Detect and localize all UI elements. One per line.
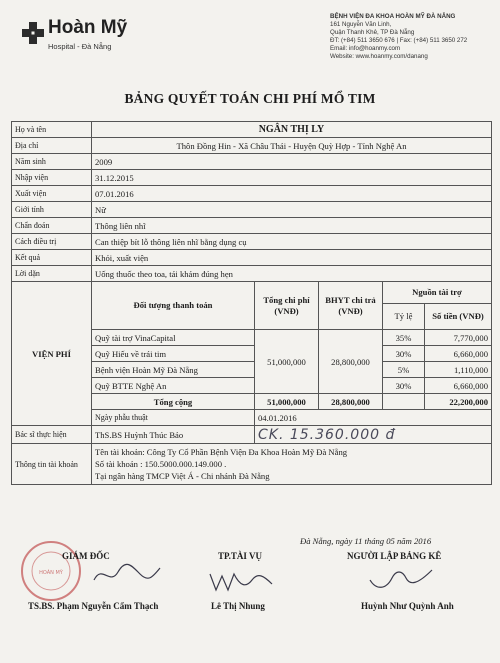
preparer-signature-icon — [366, 564, 436, 592]
patient-address: Thôn Đồng Hin - Xã Châu Thái - Huyện Quỳ Hợp - Tỉnh Nghệ An — [92, 138, 492, 154]
hospital-address-line: 161 Nguyễn Văn Linh, — [330, 21, 392, 28]
col-payer-header: Đối tượng thanh toán — [92, 282, 255, 330]
hospital-seal-stamp-icon — [20, 540, 82, 602]
finance-name: Lê Thị Nhung — [211, 601, 265, 611]
bank-account-name: Tên tài khoản: Công Ty Cổ Phần Bệnh Viện Đa Khoa Hoàn Mỹ Đà Nẵng — [95, 447, 348, 457]
svg-text:HOÀN MỸ: HOÀN MỸ — [39, 570, 63, 576]
advice: Uống thuốc theo toa, tái khám đúng hẹn — [92, 266, 492, 282]
table-row — [12, 266, 492, 282]
col-amount-header: Số tiền (VNĐ) — [425, 304, 492, 330]
table-row — [12, 138, 492, 154]
payer-name: Quỹ BTTE Nghệ An — [92, 378, 255, 394]
table-row — [12, 282, 492, 304]
result: Khỏi, xuất viện — [92, 250, 492, 266]
col-sources-header: Nguồn tài trợ — [383, 282, 492, 304]
table-row — [12, 154, 492, 170]
name-label: Họ và tên — [12, 122, 92, 138]
address-label: Địa chỉ — [12, 138, 92, 154]
result-label: Kết quả — [12, 250, 92, 266]
col-rate-header: Tỷ lệ — [383, 304, 425, 330]
hospital-info — [330, 13, 467, 61]
funding-amount: 7,770,000 — [425, 330, 492, 346]
settlement-table — [11, 121, 492, 485]
director-signature-icon — [92, 560, 162, 588]
hospital-phone-line: ĐT: (+84) 511 3650 676 | Fax: (+84) 511 3650 272 — [330, 37, 468, 44]
payer-name: Quỹ tài trợ VinaCapital — [92, 330, 255, 346]
funding-amount: 6,660,000 — [425, 378, 492, 394]
sum-funding-amount: 22,200,000 — [425, 394, 492, 410]
insurance-paid: 28,800,000 — [319, 330, 383, 394]
surgery-date: 04.01.2016 — [255, 410, 492, 426]
birth-label: Năm sinh — [12, 154, 92, 170]
patient-birth-year: 2009 — [92, 154, 492, 170]
payer-name: Bệnh viện Hoàn Mỹ Đà Nẵng — [92, 362, 255, 378]
col-insurance-header: BHYT chi trả (VNĐ) — [319, 282, 383, 330]
table-row — [12, 426, 492, 444]
discharge-label: Xuất viện — [12, 186, 92, 202]
surgery-date-label: Ngày phẫu thuật — [92, 410, 255, 426]
table-row — [12, 122, 492, 138]
diagnosis-label: Chẩn đoán — [12, 218, 92, 234]
gender-label: Giới tính — [12, 202, 92, 218]
fees-section-label: VIỆN PHÍ — [12, 282, 92, 426]
sum-insurance-paid: 28,800,000 — [319, 394, 383, 410]
bank-account-number: Số tài khoản : 150.5000.000.149.000 . — [95, 459, 227, 469]
funding-rate: 5% — [383, 362, 425, 378]
sum-label: Tổng cộng — [92, 394, 255, 410]
hospital-email-line: Email: info@hoanmy.com — [330, 45, 401, 52]
table-row — [12, 234, 492, 250]
diagnosis: Thông liên nhĩ — [92, 218, 492, 234]
finance-signature-icon — [206, 566, 276, 596]
doctor-name: ThS.BS Huỳnh Thúc Bảo — [92, 426, 255, 444]
sum-total-cost: 51,000,000 — [255, 394, 319, 410]
funding-amount: 6,660,000 — [425, 346, 492, 362]
logo-subtitle: Hospital - Đà Nẵng — [48, 42, 112, 51]
col-total-header: Tổng chi phí (VNĐ) — [255, 282, 319, 330]
funding-amount: 1,110,000 — [425, 362, 492, 378]
payer-name: Quỹ Hiếu về trái tim — [92, 346, 255, 362]
hospital-address-line: Quận Thanh Khê, TP Đà Nẵng — [330, 29, 415, 36]
table-row — [12, 170, 492, 186]
bank-branch: Tại ngân hàng TMCP Việt Á - Chi nhánh Đà Nẵng — [95, 471, 270, 481]
bank-info-label: Thông tin tài khoản — [12, 444, 92, 485]
document-title: BẢNG QUYẾT TOÁN CHI PHÍ MỔ TIM — [124, 91, 376, 106]
funding-rate: 30% — [383, 346, 425, 362]
total-cost: 51,000,000 — [255, 330, 319, 394]
doctor-label: Bác sĩ thực hiện — [12, 426, 92, 444]
hospital-website-line: Website: www.hoanmy.com/danang — [330, 53, 428, 60]
patient-name: NGÂN THỊ LY — [92, 122, 492, 138]
preparer-name: Huỳnh Như Quỳnh Anh — [361, 601, 454, 611]
discharge-date: 07.01.2016 — [92, 186, 492, 202]
place-date: Đà Nẵng, ngày 11 tháng 05 năm 2016 — [300, 536, 432, 546]
sum-rate-empty — [383, 394, 425, 410]
advice-label: Lời dặn — [12, 266, 92, 282]
hospital-cross-logo-icon — [22, 22, 44, 44]
handwritten-transfer-note: CK. 15.360.000 đ — [258, 426, 396, 443]
treatment: Can thiệp bít lỗ thông liên nhĩ bằng dụng cụ — [92, 234, 492, 250]
table-row — [12, 186, 492, 202]
admit-label: Nhập viện — [12, 170, 92, 186]
admit-date: 31.12.2015 — [92, 170, 492, 186]
funding-rate: 30% — [383, 378, 425, 394]
hospital-name: BỆNH VIỆN ĐA KHOA HOÀN MỸ ĐÀ NẴNG — [330, 13, 456, 20]
logo-name: Hoàn Mỹ — [48, 17, 128, 38]
treatment-label: Cách điều trị — [12, 234, 92, 250]
director-role: GIÁM ĐỐC — [62, 551, 110, 561]
finance-role: TP.TÀI VỤ — [218, 551, 263, 561]
table-row — [12, 444, 492, 485]
funding-rate: 35% — [383, 330, 425, 346]
preparer-role: NGƯỜI LẬP BẢNG KÊ — [347, 551, 442, 561]
table-row — [12, 202, 492, 218]
director-name: TS.BS. Phạm Nguyễn Cẩm Thạch — [28, 601, 159, 611]
table-row — [12, 250, 492, 266]
patient-gender: Nữ — [92, 202, 492, 218]
table-row — [12, 218, 492, 234]
bank-info — [92, 444, 492, 485]
